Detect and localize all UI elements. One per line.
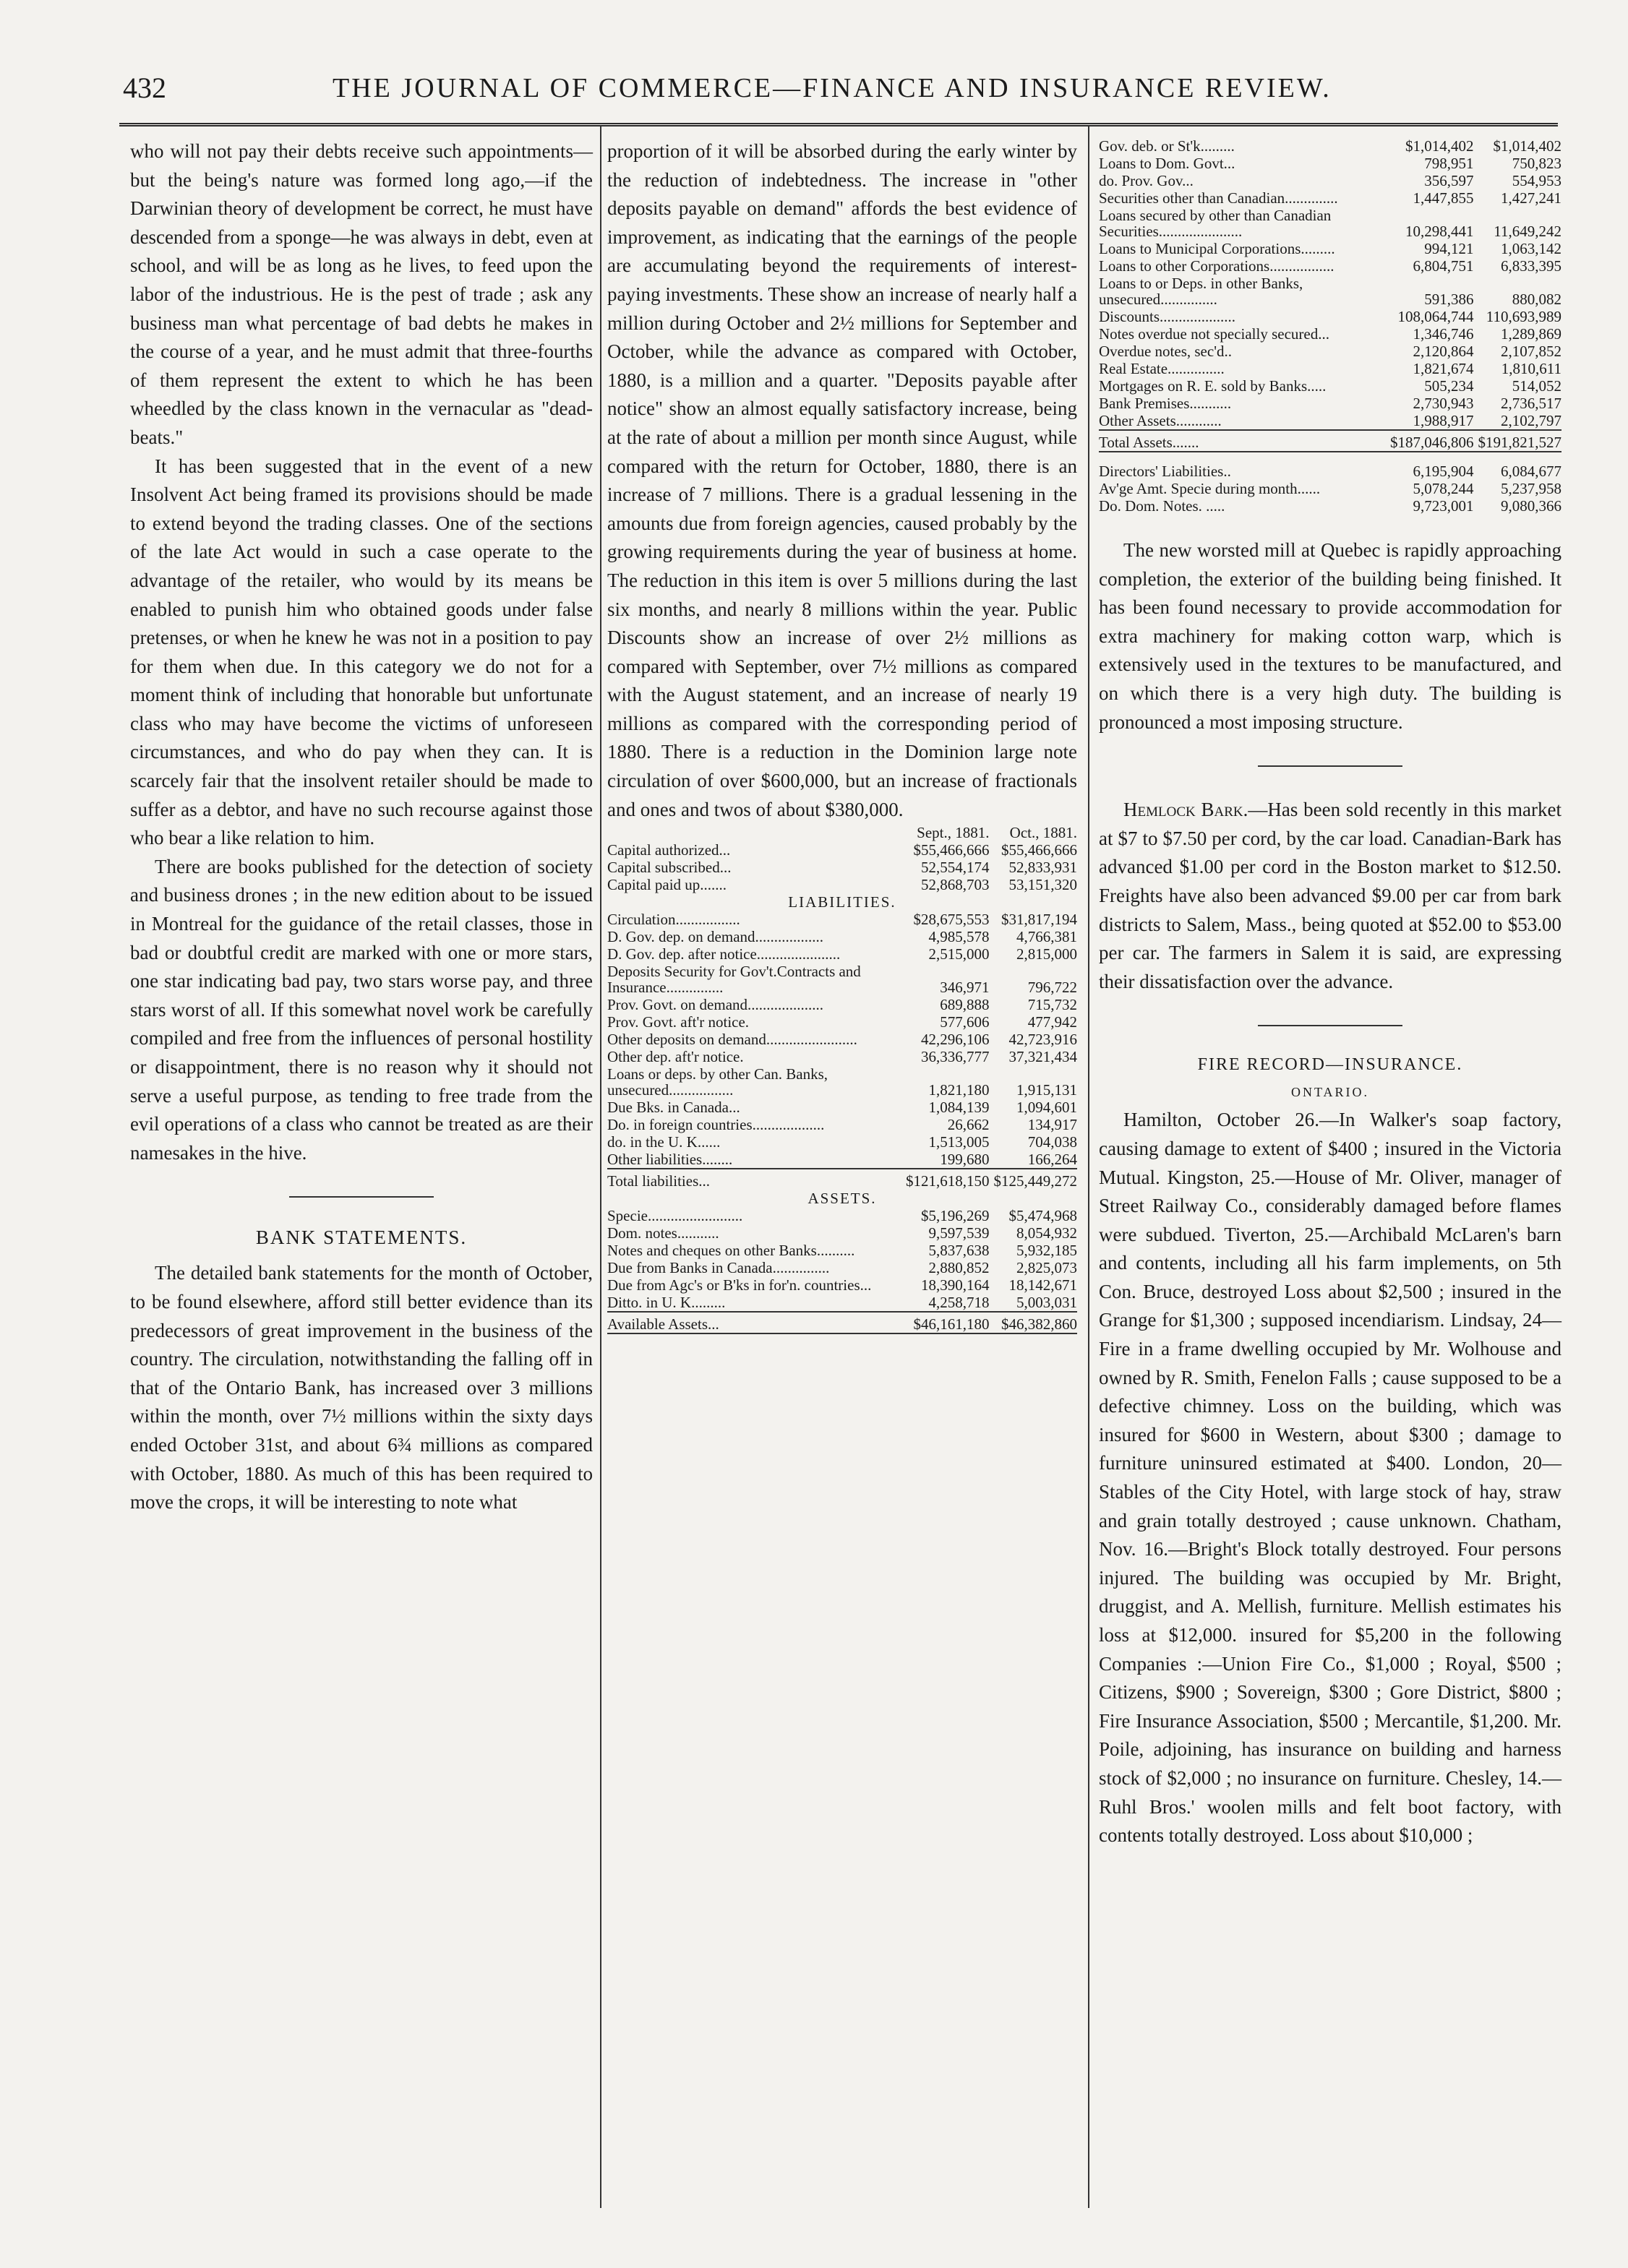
hemlock-bark-lead: Hemlock Bark. [1123, 799, 1248, 821]
row-value-sept: 2,515,000 [928, 945, 990, 963]
table-row [607, 1065, 1077, 1099]
row-label: do. in the U. K...... [607, 1133, 721, 1151]
table-row [1099, 480, 1561, 497]
row-value-sept: 356,597 [1424, 172, 1474, 189]
row-label: Loans secured by other than Canadian Securities...................... [1099, 207, 1332, 240]
row-label: Dom. notes........... [607, 1224, 719, 1242]
row-label: Other liabilities........ [607, 1151, 733, 1169]
table-row [1099, 137, 1561, 155]
row-value-oct: 2,736,517 [1501, 395, 1561, 412]
row-value-oct: 704,038 [1027, 1133, 1077, 1151]
table-row: Total liabilities... $121,618,150 $125,449,272 [607, 1172, 1077, 1190]
table-row [1099, 497, 1561, 515]
liabilities-heading: LIABILITIES. [788, 893, 896, 911]
row-value-oct: 8,054,932 [1016, 1224, 1077, 1242]
row-value-oct: 18,142,671 [1008, 1276, 1077, 1294]
table-row [607, 1048, 1077, 1065]
row-label: Deposits Security for Gov't.Contracts and Insurance............... [607, 963, 861, 997]
article-paragraph: There are books published for the detection of society and business drones ; in the new edition about to be issued in Montreal for the guidance of the retail classes, those in bad or doubtful credit are marked with one or more stars, one star indicating bad pay, two stars worse pay, and three stars worst of all. If this somewhat novel work be carefully compiled and free from the influences of personal hostility or disappointment, there is no reason why it should not serve a useful purpose, as tending to free trade from the evil operations of a class who cannot be treated as are their namesakes in the hive. [130, 855, 593, 1164]
row-value-sept: 2,730,943 [1413, 395, 1474, 412]
table-row [1099, 325, 1561, 343]
row-value-sept: 4,985,578 [928, 928, 990, 946]
row-value-oct: 6,084,677 [1501, 463, 1561, 480]
table-row [607, 1116, 1077, 1133]
row-label: Discounts.................... [1099, 308, 1235, 325]
table-row [607, 1207, 1077, 1224]
row-value-oct: 134,917 [1027, 1116, 1077, 1134]
row-label: Specie......................... [607, 1207, 743, 1225]
bank-statement-table [607, 824, 1077, 1337]
row-value-sept: 9,597,539 [928, 1224, 990, 1242]
row-value-oct: 9,080,366 [1501, 497, 1561, 515]
row-value-sept: 52,554,174 [921, 859, 990, 877]
table-row [607, 1224, 1077, 1242]
column-divider-1 [600, 126, 601, 2208]
row-value-sept: 1,988,917 [1413, 412, 1474, 429]
table-row [607, 996, 1077, 1013]
section-rule [289, 1196, 434, 1198]
row-label: Capital authorized... [607, 841, 731, 859]
row-value-oct: 5,237,958 [1501, 480, 1561, 497]
row-value-sept: 199,680 [940, 1151, 990, 1169]
row-label: D. Gov. dep. on demand.................. [607, 928, 824, 946]
row-label: Capital subscribed... [607, 859, 732, 877]
column-1 [130, 137, 593, 1517]
row-label: Overdue notes, sec'd.. [1099, 343, 1232, 360]
row-value-oct: 37,321,434 [1008, 1048, 1077, 1066]
row-value-sept: 18,390,164 [921, 1276, 990, 1294]
table-row [607, 841, 1077, 859]
row-value-sept: 505,234 [1424, 377, 1474, 395]
row-value-oct: 1,810,611 [1501, 360, 1561, 377]
row-value-oct: 2,825,073 [1016, 1259, 1077, 1277]
row-value-oct: 554,953 [1512, 172, 1561, 189]
table-row [607, 911, 1077, 928]
row-value-sept: 2,880,852 [928, 1259, 990, 1277]
row-value-sept: 994,121 [1424, 240, 1474, 257]
article-paragraph: proportion of it will be absorbed during the early winter by the reduction of indebtedness. The increase in "other deposits payable on demand" affords the best evidence of improvement, as indicating that the earnings of the people are accumulating beyond the requirements of interest-paying investments. These show an increase of nearly half a million during October and 2½ millions for September and October, while the advance as compared with October, 1880, is a million and a quarter. "Deposits payable after notice" show an almost equally satisfactory increase, being at the rate of about a million per month since August, while compared with the return for October, 1880, there is an increase of 7 millions. There is a gradual lessening in the amounts due from foreign agencies, caused probably by the growing requirements during the year of business at home. The reduction in this item is over 5 millions during the last six months, and nearly 8 millions within the year. Public Discounts show an increase of over 2½ millions as compared with September, over 7½ millions as compared with the August statement, and an increase of nearly 19 millions as compared with the corresponding period of 1880. There is a reduction in the Dominion large note circulation of over $600,000, but an increase of fractionals and ones and twos of about $380,000. [607, 140, 1077, 820]
row-value-sept: $5,196,269 [921, 1207, 990, 1225]
row-label: Due from Banks in Canada............... [607, 1259, 830, 1277]
row-value-sept: 798,951 [1424, 155, 1474, 172]
row-value-sept: 9,723,001 [1413, 497, 1474, 515]
row-value-oct: $1,014,402 [1493, 137, 1561, 155]
row-value-sept: 10,298,441 [1405, 223, 1474, 240]
table-row [1099, 308, 1561, 325]
row-label: Notes overdue not specially secured... [1099, 325, 1329, 343]
ontario-heading: ONTARIO. [1290, 1085, 1370, 1100]
table-row [1099, 275, 1561, 308]
row-value-sept: 577,606 [940, 1013, 990, 1031]
page-header [101, 66, 1475, 117]
row-value-sept: 6,195,904 [1413, 463, 1474, 480]
table-row [607, 1276, 1077, 1294]
row-value-sept: $28,675,553 [913, 911, 990, 929]
row-value-sept: 6,804,751 [1413, 257, 1474, 275]
table-row [607, 859, 1077, 876]
table-row: Available Assets... $46,161,180 $46,382,860 [607, 1315, 1077, 1333]
row-value-sept: 346,971 [940, 979, 990, 997]
article-paragraph: The detailed bank statements for the month of October, to be found elsewhere, afford still better evidence than its predecessors of great improvement in the business of the country. The circulation, notwithstanding the falling off in that of the Ontario Bank, has increased over 3 millions within the month, over 7½ millions within the sixty days ended October 31st, and about 6¾ millions as compared with October, 1880. As much of this has been required to move the crops, it will be interesting to note what [130, 1262, 593, 1513]
table-row [1099, 240, 1561, 257]
header-rule [119, 123, 1558, 126]
section-rule [1258, 765, 1402, 767]
assets-heading: ASSETS. [807, 1190, 877, 1208]
row-label: Other deposits on demand........................ [607, 1031, 857, 1049]
column-3 [1099, 137, 1561, 1850]
article-paragraph: who will not pay their debts receive such appointments—but the being's nature was formed long ago,—if the Darwinian theory of development be correct, he must have descended from a sponge—he was always in debt, even at school, and will be as long as he lives, to feed upon the labor of the industrious. He is the pest of trade ; ask any business man what percentage of bad debts he makes in the course of a year, and he must admit that three-fourths of them represent the extent to which he has been wheedled by the class known in the vernacular as "dead-beats." [130, 140, 593, 448]
row-label: Prov. Govt. on demand.................... [607, 996, 824, 1014]
row-label: Do. Dom. Notes. ..... [1099, 497, 1225, 515]
row-value-oct: 52,833,931 [1008, 859, 1077, 877]
fire-record-paragraph: Hamilton, October 26.—In Walker's soap factory, causing damage to extent of $400 ; insured in the Victoria Mutual. Kingston, 25.—House of Mr. Oliver, manager of Street Railway Co., considerably damaged before flames were subdued. Tiverton, 25.—Archibald McLaren's barn and contents, including all his farm implements, on 5th Con. Bruce, destroyed Loss about $2,500 ; insured in the Grange for $1,300 ; supposed incendiarism. Lindsay, 24—Fire in a frame dwelling occupied by Mr. Wolhouse and owned by R. Smith, Fenelon Falls ; cause supposed to be a defective chimney. Loss on the building, which was insured for $600 in Western, about $300 ; damage to furniture uninsured estimated at $400. London, 20—Stables of the City Hotel, with large stock of hay, straw and grain totally destroyed ; cause unknown. Chatham, Nov. 16.—Bright's Block totally destroyed. Four persons injured. The building was occupied by Mr. Bright, druggist, and A. Mellish, furniture. Mellish estimates his loss at $12,000. insured for $5,200 in the following Companies :—Union Fire Co., $1,000 ; Royal, $500 ; Citizens, $900 ; Sovereign, $300 ; Gore District, $800 ; Fire Insurance Association, $500 ; Mercantile, $1,200. Mr. Poile, adjoining, has insurance on building and harness stock of $2,000 ; no insurance on furniture. Chesley, 14.—Ruhl Bros.' woolen mills and felt boot factory, with contents totally destroyed. Loss about $10,000 ; [1099, 1109, 1561, 1847]
row-label: Securities other than Canadian.............. [1099, 189, 1338, 207]
row-value-oct: 715,732 [1027, 996, 1077, 1014]
row-label: Mortgages on R. E. sold by Banks..... [1099, 377, 1327, 395]
table-row [1099, 343, 1561, 360]
row-value-sept: 1,346,746 [1413, 325, 1474, 343]
table-row [1099, 155, 1561, 172]
hemlock-bark-paragraph: Hemlock Bark.—Has been sold recently in this market at $7 to $7.50 per cord, by the car load. Canadian-Bark has advanced $1.00 per cord in the Boston market to $12.50. Freights have also been advanced $9.00 per car from bark districts to Salem, Mass., being quoted at $52.00 to $53.00 per car. The farmers in Salem it is said, are expressing their dissatisfaction over the advance. [1099, 799, 1562, 992]
table-row [607, 1133, 1077, 1151]
row-value-oct: 1,063,142 [1501, 240, 1561, 257]
row-label: Real Estate............... [1099, 360, 1225, 377]
row-value-oct: 53,151,320 [1008, 876, 1077, 894]
row-value-oct: $55,466,666 [1001, 841, 1077, 859]
row-value-oct: 2,102,797 [1501, 412, 1561, 429]
row-value-oct: 514,052 [1512, 377, 1561, 395]
row-value-sept: 689,888 [940, 996, 990, 1014]
row-value-sept: 26,662 [947, 1116, 990, 1134]
row-label: do. Prov. Gov... [1099, 172, 1194, 189]
row-value-oct: 796,722 [1027, 979, 1077, 997]
row-value-oct: 1,094,601 [1016, 1099, 1077, 1117]
row-label: Other Assets............ [1099, 412, 1222, 429]
table-row [607, 1151, 1077, 1169]
row-value-sept: $1,014,402 [1405, 137, 1474, 155]
bank-statement-table-continued [1099, 137, 1561, 515]
row-value-oct: 166,264 [1027, 1151, 1077, 1169]
column-header-oct: Oct., 1881. [1009, 824, 1077, 842]
table-row [607, 1099, 1077, 1116]
row-value-sept: 108,064,744 [1397, 308, 1474, 325]
row-label: Loans to Dom. Govt... [1099, 155, 1235, 172]
article-paragraph: It has been suggested that in the event of a new Insolvent Act being framed its provisions should be made to extend beyond the trading classes. One of the sections of the late Act would in such a case operate to the advantage of the retailer, who would by its means be enabled to punish him who obtained goods under false pretenses, or when he knew he was not in a position to pay for them when due. In this category we do not for a moment think of including that honorable but unfortunate class who may have become the victims of unforeseen circumstances, and who do pay when they can. It is scarcely fair that the insolvent retailer should be made to suffer as a debtor, and have no such recourse against those who bear a like relation to him. [130, 455, 593, 849]
section-rule [1258, 1025, 1402, 1026]
table-row [1099, 395, 1561, 412]
row-label: Notes and cheques on other Banks.......... [607, 1242, 855, 1260]
row-value-oct: 5,932,185 [1016, 1242, 1077, 1260]
table-header-row [607, 824, 1077, 841]
row-label: Loans to Municipal Corporations......... [1099, 240, 1335, 257]
row-label: Due Bks. in Canada... [607, 1099, 740, 1117]
row-value-oct: $5,474,968 [1008, 1207, 1077, 1225]
row-value-oct: 11,649,242 [1494, 223, 1561, 240]
worsted-mill-paragraph: The new worsted mill at Quebec is rapidly approaching completion, the exterior of the building being finished. It has been found necessary to provide accommodation for extra machinery for making cotton warp, which is extensively used in the textures to be manufactured, and on which there is a very high duty. The building is pronounced a most imposing structure. [1099, 539, 1561, 733]
page-title: THE JOURNAL OF COMMERCE—FINANCE AND INSURANCE REVIEW. [333, 73, 1332, 103]
row-value-sept: 5,078,244 [1413, 480, 1474, 497]
table-row [1099, 463, 1561, 480]
row-label: Due from Agc's or B'ks in for'n. countries... [607, 1276, 872, 1294]
table-row [1099, 189, 1561, 207]
table-row: Total Assets....... $187,046,806 $191,821,527 [1099, 434, 1561, 451]
row-value-oct: 1,289,869 [1501, 325, 1561, 343]
table-row [607, 876, 1077, 893]
row-value-oct: $31,817,194 [1001, 911, 1077, 929]
row-value-oct: 5,003,031 [1016, 1294, 1077, 1312]
column-2 [607, 137, 1077, 1337]
table-row [1099, 257, 1561, 275]
row-value-sept: 52,868,703 [921, 876, 990, 894]
row-value-sept: 36,336,777 [921, 1048, 990, 1066]
bank-statements-heading: BANK STATEMENTS. [255, 1227, 468, 1249]
row-label: Loans or deps. by other Can. Banks, unsecured................. [607, 1065, 828, 1099]
row-label: Other dep. aft'r notice. [607, 1048, 744, 1066]
row-value-oct: 2,815,000 [1016, 945, 1077, 963]
row-value-sept: 1,084,139 [928, 1099, 990, 1117]
row-value-oct: 4,766,381 [1016, 928, 1077, 946]
table-row [1099, 207, 1561, 240]
row-label: Ditto. in U. K......... [607, 1294, 726, 1312]
row-label: Loans to other Corporations................. [1099, 257, 1334, 275]
row-label: Directors' Liabilities.. [1099, 463, 1231, 480]
row-value-sept: 1,513,005 [928, 1133, 990, 1151]
row-value-oct: 1,915,131 [1016, 1081, 1077, 1099]
table-row [607, 1294, 1077, 1312]
row-label: Gov. deb. or St'k......... [1099, 137, 1235, 155]
table-row [607, 928, 1077, 945]
row-value-oct: 880,082 [1512, 291, 1561, 308]
table-row [607, 1242, 1077, 1259]
table-row [1099, 377, 1561, 395]
row-label: Loans to or Deps. in other Banks, unsecured............... [1099, 275, 1303, 308]
column-divider-2 [1088, 126, 1089, 2208]
row-value-sept: 1,821,674 [1413, 360, 1474, 377]
table-row [607, 1031, 1077, 1048]
row-label: Do. in foreign countries................... [607, 1116, 825, 1134]
table-row [607, 1259, 1077, 1276]
row-value-sept: 1,821,180 [928, 1081, 990, 1099]
table-row [1099, 172, 1561, 189]
column-header-sept: Sept., 1881. [917, 824, 990, 842]
row-value-oct: 6,833,395 [1501, 257, 1561, 275]
row-value-oct: 1,427,241 [1501, 189, 1561, 207]
table-row [607, 963, 1077, 996]
row-label: D. Gov. dep. after notice...................... [607, 945, 841, 963]
row-label: Av'ge Amt. Specie during month...... [1099, 480, 1321, 497]
row-value-oct: 477,942 [1027, 1013, 1077, 1031]
table-row [1099, 360, 1561, 377]
row-value-sept: 591,386 [1424, 291, 1474, 308]
row-label: Bank Premises........... [1099, 395, 1232, 412]
row-value-sept: 2,120,864 [1413, 343, 1474, 360]
row-label: Prov. Govt. aft'r notice. [607, 1013, 750, 1031]
row-value-sept: $55,466,666 [913, 841, 990, 859]
row-value-sept: 4,258,718 [928, 1294, 990, 1312]
page-number: 432 [123, 72, 166, 104]
row-value-sept: 1,447,855 [1413, 189, 1474, 207]
table-row [607, 1013, 1077, 1031]
fire-record-heading: FIRE RECORD—INSURANCE. [1197, 1055, 1463, 1075]
row-value-sept: 42,296,106 [921, 1031, 990, 1049]
row-value-oct: 110,693,989 [1486, 308, 1561, 325]
table-row [607, 945, 1077, 963]
row-value-oct: 2,107,852 [1501, 343, 1561, 360]
table-row [1099, 412, 1561, 430]
row-value-oct: 750,823 [1512, 155, 1561, 172]
row-label: Circulation................. [607, 911, 740, 929]
row-label: Capital paid up....... [607, 876, 727, 894]
row-value-oct: 42,723,916 [1008, 1031, 1077, 1049]
row-value-sept: 5,837,638 [928, 1242, 990, 1260]
